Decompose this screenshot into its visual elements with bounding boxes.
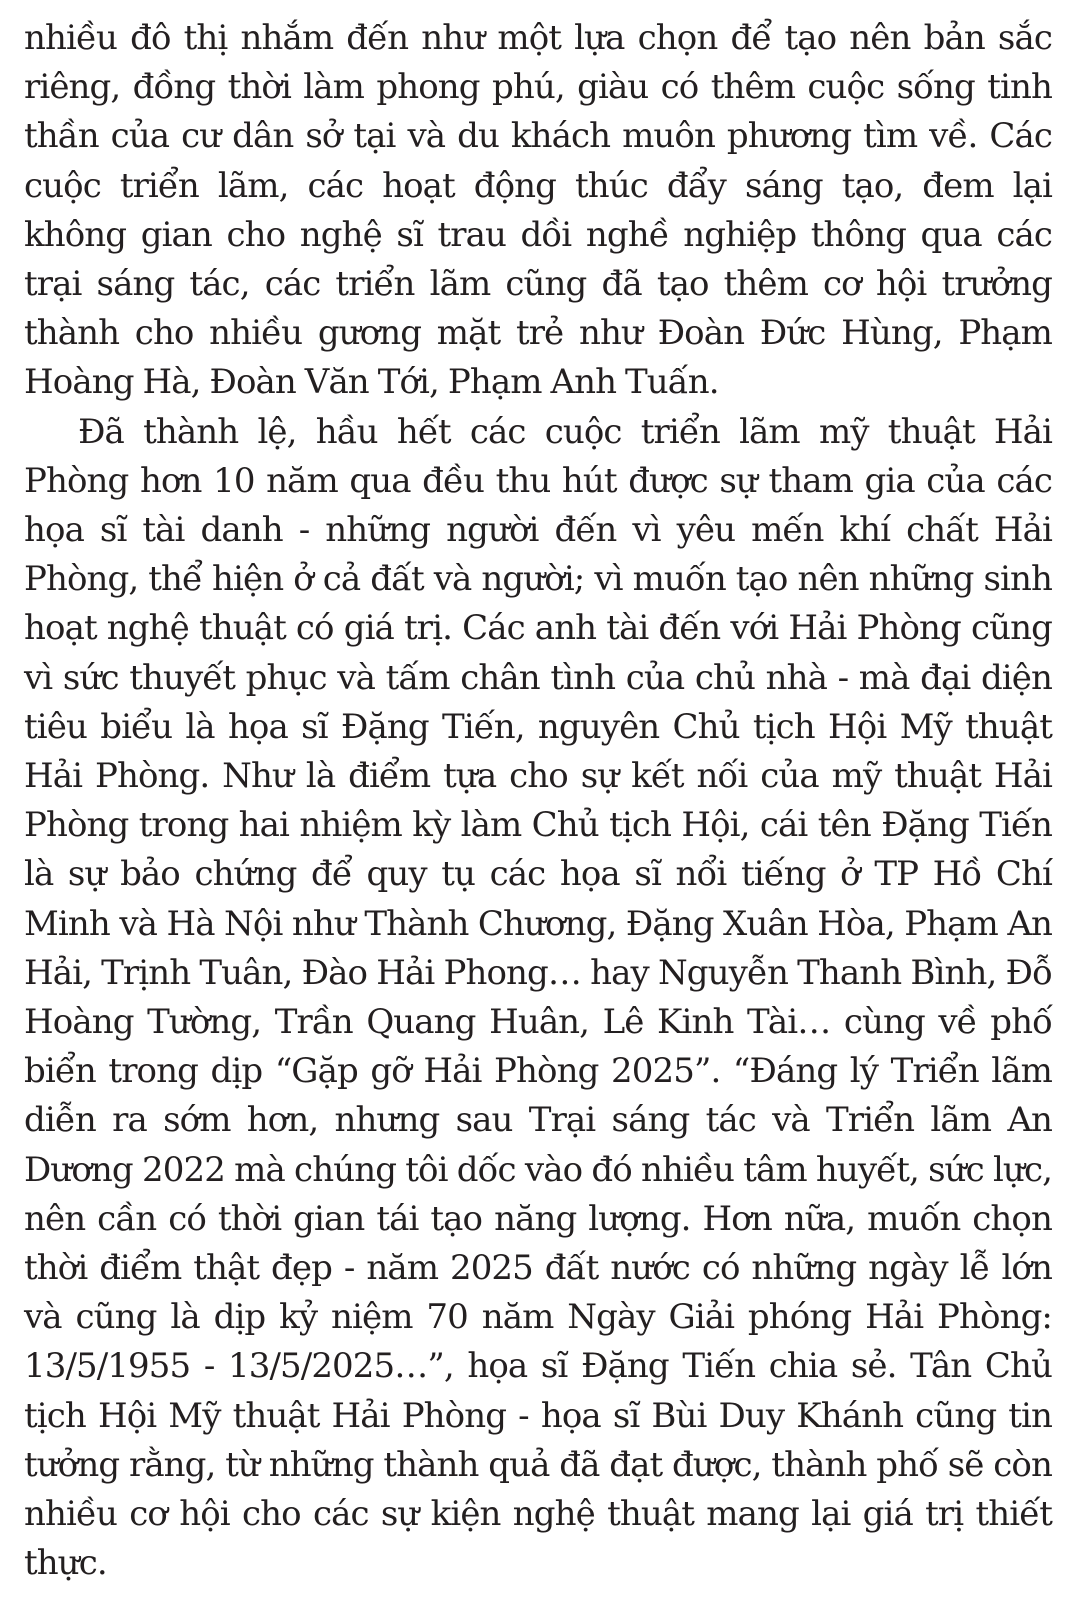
body-paragraph-continuation: nhiều đô thị nhắm đến như một lựa chọn để tạo nên bản sắc riêng, đồng thời làm phong phú, giàu có thêm cuộc sống tinh thần của cư dân sở tại và du khách muôn phương tìm về. Các cuộc triển lãm, các hoạt động thúc đẩy sáng tạo, đem lại không gian cho nghệ sĩ trau dồi nghề nghiệp thông qua các trại sáng tác, các triển lãm cũng đã tạo thêm cơ hội trưởng thành cho nhiều gương mặt trẻ như Đoàn Đức Hùng, Phạm Hoàng Hà, Đoàn Văn Tới, Phạm Anh Tuấn. xyxy=(24,18,1052,403)
body-paragraph-main: Đã thành lệ, hầu hết các cuộc triển lãm mỹ thuật Hải Phòng hơn 10 năm qua đều thu hút được sự tham gia của các họa sĩ tài danh - những người đến vì yêu mến khí chất Hải Phòng, thể hiện ở cả đất và người; vì muốn tạo nên những sinh hoạt nghệ thuật có giá trị. Các anh tài đến với Hải Phòng cũng vì sức thuyết phục và tấm chân tình của chủ nhà - mà đại diện tiêu biểu là họa sĩ Đặng Tiến, nguyên Chủ tịch Hội Mỹ thuật Hải Phòng. Như là điểm tựa cho sự kết nối của mỹ thuật Hải Phòng trong hai nhiệm kỳ làm Chủ tịch Hội, cái tên Đặng Tiến là sự bảo chứng để quy tụ các họa sĩ nổi tiếng ở TP Hồ Chí Minh và Hà Nội như Thành Chương, Đặng Xuân Hòa, Phạm An Hải, Trịnh Tuân, Đào Hải Phong… hay Nguyễn Thanh Bình, Đỗ Hoàng Tường, Trần Quang Huân, Lê Kinh Tài… cùng về phố biển trong dịp “Gặp gỡ Hải Phòng 2025”. “Đáng lý Triển lãm diễn ra sớm hơn, nhưng sau Trại sáng tác và Triển lãm An Dương 2022 mà chúng tôi dốc vào đó nhiều tâm huyết, sức lực, nên cần có thời gian tái tạo năng lượng. Hơn nữa, muốn chọn thời điểm thật đẹp - năm 2025 đất nước có những ngày lễ lớn và cũng là dịp kỷ niệm 70 năm Ngày Giải phóng Hải Phòng: 13/5/1955 - 13/5/2025…”, họa sĩ Đặng Tiến chia sẻ. Tân Chủ tịch Hội Mỹ thuật Hải Phòng - họa sĩ Bùi Duy Khánh cũng tin tưởng rằng, từ những thành quả đã đạt được, thành phố sẽ còn nhiều cơ hội cho các sự kiện nghệ thuật mang lại giá trị thiết thực. xyxy=(24,411,1052,1584)
